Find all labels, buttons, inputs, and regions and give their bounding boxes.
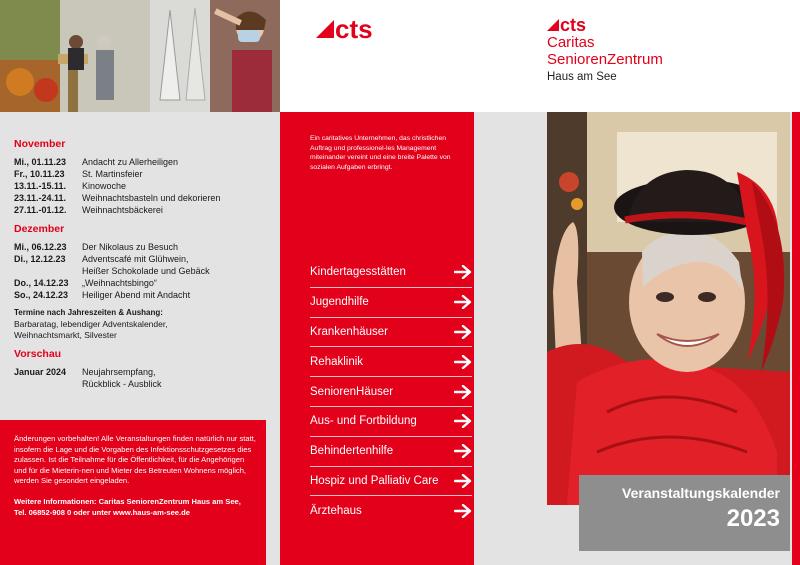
event-title: Kinowoche xyxy=(82,181,127,191)
service-link-aus-und-fortbildung[interactable] xyxy=(310,407,472,437)
services-list xyxy=(310,258,472,526)
logo-triangle-icon xyxy=(547,19,559,31)
event-date: Di., 12.12.23 xyxy=(14,254,66,264)
termine-line: Weihnachtsmarkt, Silvester xyxy=(14,330,117,340)
service-link-seniorenhaeuser[interactable] xyxy=(310,377,472,407)
event-title: Heiliger Abend mit Andacht xyxy=(82,290,191,300)
event-title: Weihnachtsbäckerei xyxy=(82,205,163,215)
event-date: 13.11.-15.11. xyxy=(14,181,67,191)
cover-year: 2023 xyxy=(726,505,780,532)
arrow-right-icon xyxy=(454,295,472,309)
event-date: Mi., 01.11.23 xyxy=(14,157,67,167)
event-date xyxy=(14,378,82,390)
section-heading-vorschau: Vorschau xyxy=(14,348,62,360)
event-title: Der Nikolaus zu Besuch xyxy=(82,242,179,252)
section-heading-november: November xyxy=(14,138,66,150)
section-heading-dezember: Dezember xyxy=(14,223,65,235)
cts-logo xyxy=(316,16,373,42)
event-photo xyxy=(0,0,280,112)
brand-line: Caritas xyxy=(547,34,595,51)
middle-panel xyxy=(280,112,474,565)
notice-box xyxy=(0,420,266,565)
schedule-row xyxy=(14,289,274,301)
schedule-row xyxy=(14,241,274,253)
event-date: Fr., 10.11.23 xyxy=(14,169,65,179)
event-date: Mi., 06.12.23 xyxy=(14,242,67,252)
left-panel xyxy=(0,0,280,565)
service-label: Krankenhäuser xyxy=(310,325,388,338)
event-date: So., 24.12.23 xyxy=(14,290,69,300)
arrow-right-icon xyxy=(454,504,472,518)
event-title: St. Martinsfeier xyxy=(82,169,143,179)
event-title: „Weihnachtsbingo“ xyxy=(82,278,157,288)
november-section xyxy=(14,138,274,216)
termine-heading: Termine nach Jahreszeiten & Aushang: xyxy=(14,308,163,317)
vorschau-section xyxy=(14,348,274,390)
brand-block xyxy=(547,16,663,83)
dezember-section xyxy=(14,223,274,341)
event-title: Rückblick - Ausblick xyxy=(82,379,162,389)
schedule-row xyxy=(14,168,274,180)
schedule-row xyxy=(14,253,274,265)
red-edge-strip xyxy=(792,112,800,565)
event-date xyxy=(14,265,82,277)
schedule-row xyxy=(14,192,274,204)
cover-title: Veranstaltungskalender xyxy=(622,485,780,501)
contact-line: Weitere Informationen: Caritas SeniorenZentrum Haus am See, xyxy=(14,496,241,506)
service-label: Kindertagesstätten xyxy=(310,266,406,279)
middle-header xyxy=(280,0,474,112)
event-title: Heißer Schokolade und Gebäck xyxy=(82,266,210,276)
logo-text: cts xyxy=(335,14,373,44)
cover-photo-illustration xyxy=(547,112,790,505)
event-title: Adventscafé mit Glühwein, xyxy=(82,254,189,264)
schedule-row xyxy=(14,277,274,289)
service-label: Hospiz und Palliativ Care xyxy=(310,474,439,487)
service-label: Behindertenhilfe xyxy=(310,445,394,458)
brand-location: Haus am See xyxy=(547,71,617,83)
schedule-row xyxy=(14,180,274,192)
event-schedule xyxy=(14,138,274,397)
arrow-right-icon xyxy=(454,444,472,458)
service-label: Rehaklinik xyxy=(310,355,364,368)
event-title: Andacht zu Allerheiligen xyxy=(82,157,179,167)
schedule-row xyxy=(14,204,274,216)
service-link-hospiz[interactable] xyxy=(310,467,472,497)
schedule-row xyxy=(14,156,274,168)
brand-line: SeniorenZentrum xyxy=(547,51,663,68)
service-label: Ärztehaus xyxy=(310,505,362,518)
arrow-right-icon xyxy=(454,325,472,339)
cover-panel xyxy=(474,0,800,565)
cover-title-box xyxy=(579,475,790,551)
termine-line: Barbaratag, lebendiger Adventskalender, xyxy=(14,319,168,329)
event-date: 23.11.-24.11. xyxy=(14,193,67,203)
arrow-right-icon xyxy=(454,385,472,399)
contact-line: Tel. 06852-908 0 oder unter www.haus-am-see.de xyxy=(14,507,190,517)
arrow-right-icon xyxy=(454,265,472,279)
service-link-behindertenhilfe[interactable] xyxy=(310,437,472,467)
event-photo-illustration xyxy=(0,0,280,112)
logo-triangle-icon xyxy=(316,20,334,38)
service-label: SeniorenHäuser xyxy=(310,385,394,398)
arrow-right-icon xyxy=(454,474,472,488)
intro-text: Ein caritatives Unternehmen, das christlichen Auftrag und professionel-les Management miteinander vereint und eine breite Palette von sozialen Aufgaben erbringt. xyxy=(310,135,451,171)
event-title: Weihnachtsbasteln und dekorieren xyxy=(82,193,221,203)
service-link-jugendhilfe[interactable] xyxy=(310,288,472,318)
contact-info xyxy=(14,497,256,518)
cts-logo xyxy=(547,16,663,34)
service-label: Jugendhilfe xyxy=(310,296,369,309)
event-date: 27.11.-01.12. xyxy=(14,205,67,215)
arrow-right-icon xyxy=(454,414,472,428)
service-label: Aus- und Fortbildung xyxy=(310,415,417,428)
service-link-aerztehaus[interactable] xyxy=(310,496,472,526)
service-link-kindertagesstaetten[interactable] xyxy=(310,258,472,288)
logo-text: cts xyxy=(560,15,587,35)
event-date: Do., 14.12.23 xyxy=(14,278,69,288)
service-link-krankenhaeuser[interactable] xyxy=(310,318,472,348)
cover-photo xyxy=(547,112,790,505)
schedule-row xyxy=(14,378,274,390)
event-date: Januar 2024 xyxy=(14,367,67,377)
schedule-row xyxy=(14,265,274,277)
arrow-right-icon xyxy=(454,355,472,369)
service-link-rehaklinik[interactable] xyxy=(310,347,472,377)
schedule-row xyxy=(14,366,274,378)
event-title: Neujahrsempfang, xyxy=(82,367,156,377)
notice-text: Änderungen vorbehalten! Alle Veranstaltungen finden natürlich nur statt, insofern die Lage und die Vorgaben des Infektionsschutzgesetzes dies zulassen. Ist die Teilnahme für die Öffentlichkeit, für die Angehörigen und für die Mieterin-nen und Mieter des Betreuten Wohnens möglich, werden Sie gesondert eingeladen. xyxy=(14,434,256,486)
